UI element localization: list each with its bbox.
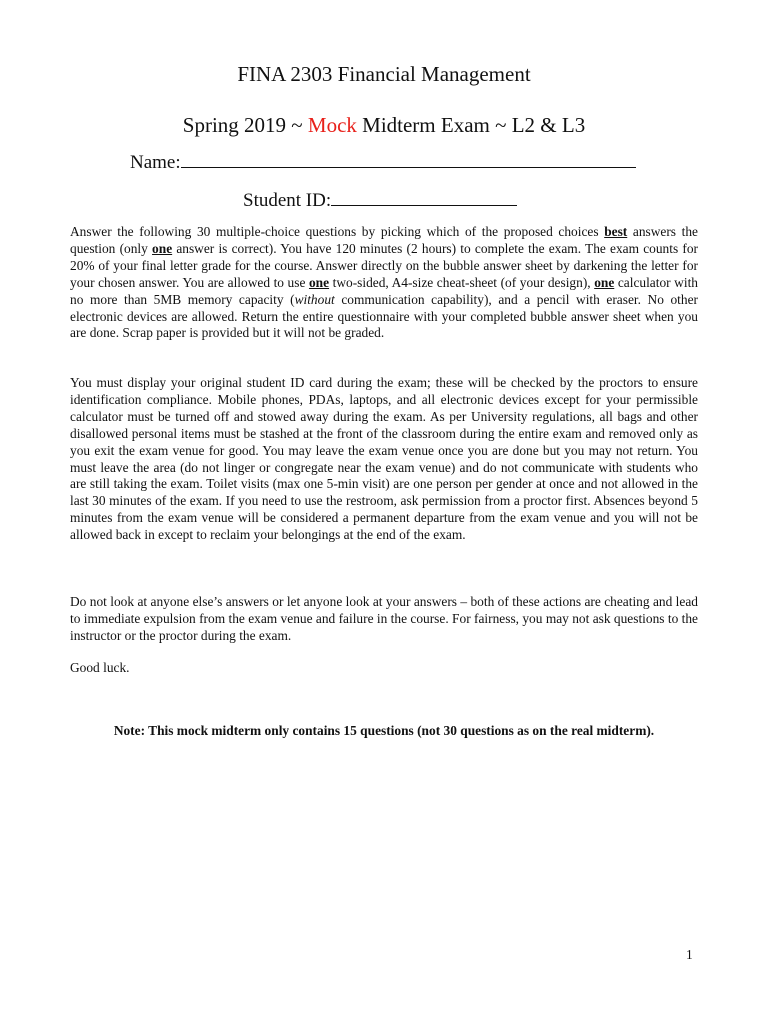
emphasis-one: one	[594, 274, 615, 290]
student-id-field	[243, 189, 517, 212]
name-field	[130, 151, 636, 174]
exam-title-suffix: Midterm Exam ~ L2 & L3	[356, 113, 586, 137]
emphasis-best: best	[604, 224, 628, 239]
page-number: 1	[686, 947, 693, 962]
exam-title-prefix: Spring 2019 ~	[182, 113, 308, 137]
name-blank-line[interactable]	[181, 151, 636, 168]
emphasis-one: one	[308, 274, 330, 290]
mock-note: Note: This mock midterm only contains 15 questions (not 30 questions as on the real midterm).	[113, 723, 655, 738]
p1-text-c: answer is correct). You have 120 minutes (2 hours) to complete the exam. The exam counts for 20% of your final letter grade for the course. Answer directly on the bubble answer sheet by darkening the letter for your chosen answer. You are allowed to use	[70, 240, 698, 290]
p1-text-e: calculator with no more than 5MB memory capacity (	[70, 274, 698, 307]
p1-text-b: answers the question (only	[70, 224, 698, 256]
instructions-paragraph-2: You must display your original student ID card during the exam; these will be checked by the proctors to ensure identification compliance. Mobile phones, PDAs, laptops, and all electronic devices except for your permissible calculator must be turned off and stowed away during the exam. As per University regulations, all bags and other disallowed personal items must be stashed at the front of the classroom during the entire exam and removed only as you exit the exam venue for good. You may leave the exam venue once you are done but you may not return. You must leave the area (do not linger or congregate near the exam venue) and do not communicate with students who are still taking the exam. Toilet visits (max one 5-min visit) are one person per gender at once and not allowed in the last 30 minutes of the exam. If you need to use the restroom, ask permission from a proctor first. Absences beyond 5 minutes from the exam venue will be considered a permanent departure from the exam venue and you will not be allowed back in except to reclaim your belongings at the end of the exam.	[70, 375, 698, 543]
instructions-paragraph-3: Do not look at anyone else’s answers or let anyone look at your answers – both of these actions are cheating and lead to immediate expulsion from the exam venue and failure in the course. For fairness, you may not ask questions to the instructor or the proctor during the exam.	[70, 594, 698, 643]
exam-title	[0, 113, 768, 138]
good-luck-text: Good luck.	[70, 660, 130, 675]
emphasis-without: without	[294, 291, 335, 307]
student-id-blank-line[interactable]	[331, 189, 517, 206]
instructions-paragraph-1	[70, 224, 698, 342]
name-label: Name:	[130, 152, 181, 173]
p1-text-f: communication capability), and a pencil with eraser. No other electronic devices are allowed. Return the entire questionnaire with your completed bubble answer sheet when you are done. Scrap paper is provided but it will not be graded.	[70, 291, 698, 341]
p1-text-d: two-sided, A4-size cheat-sheet (of your design),	[329, 274, 595, 290]
course-title: FINA 2303 Financial Management	[237, 62, 531, 86]
p1-text-a: Answer the following 30 multiple-choice questions by picking which of the proposed choices	[70, 224, 605, 239]
emphasis-one: one	[152, 240, 173, 256]
student-id-label: Student ID:	[243, 190, 332, 211]
mock-highlight: Mock	[307, 113, 357, 137]
